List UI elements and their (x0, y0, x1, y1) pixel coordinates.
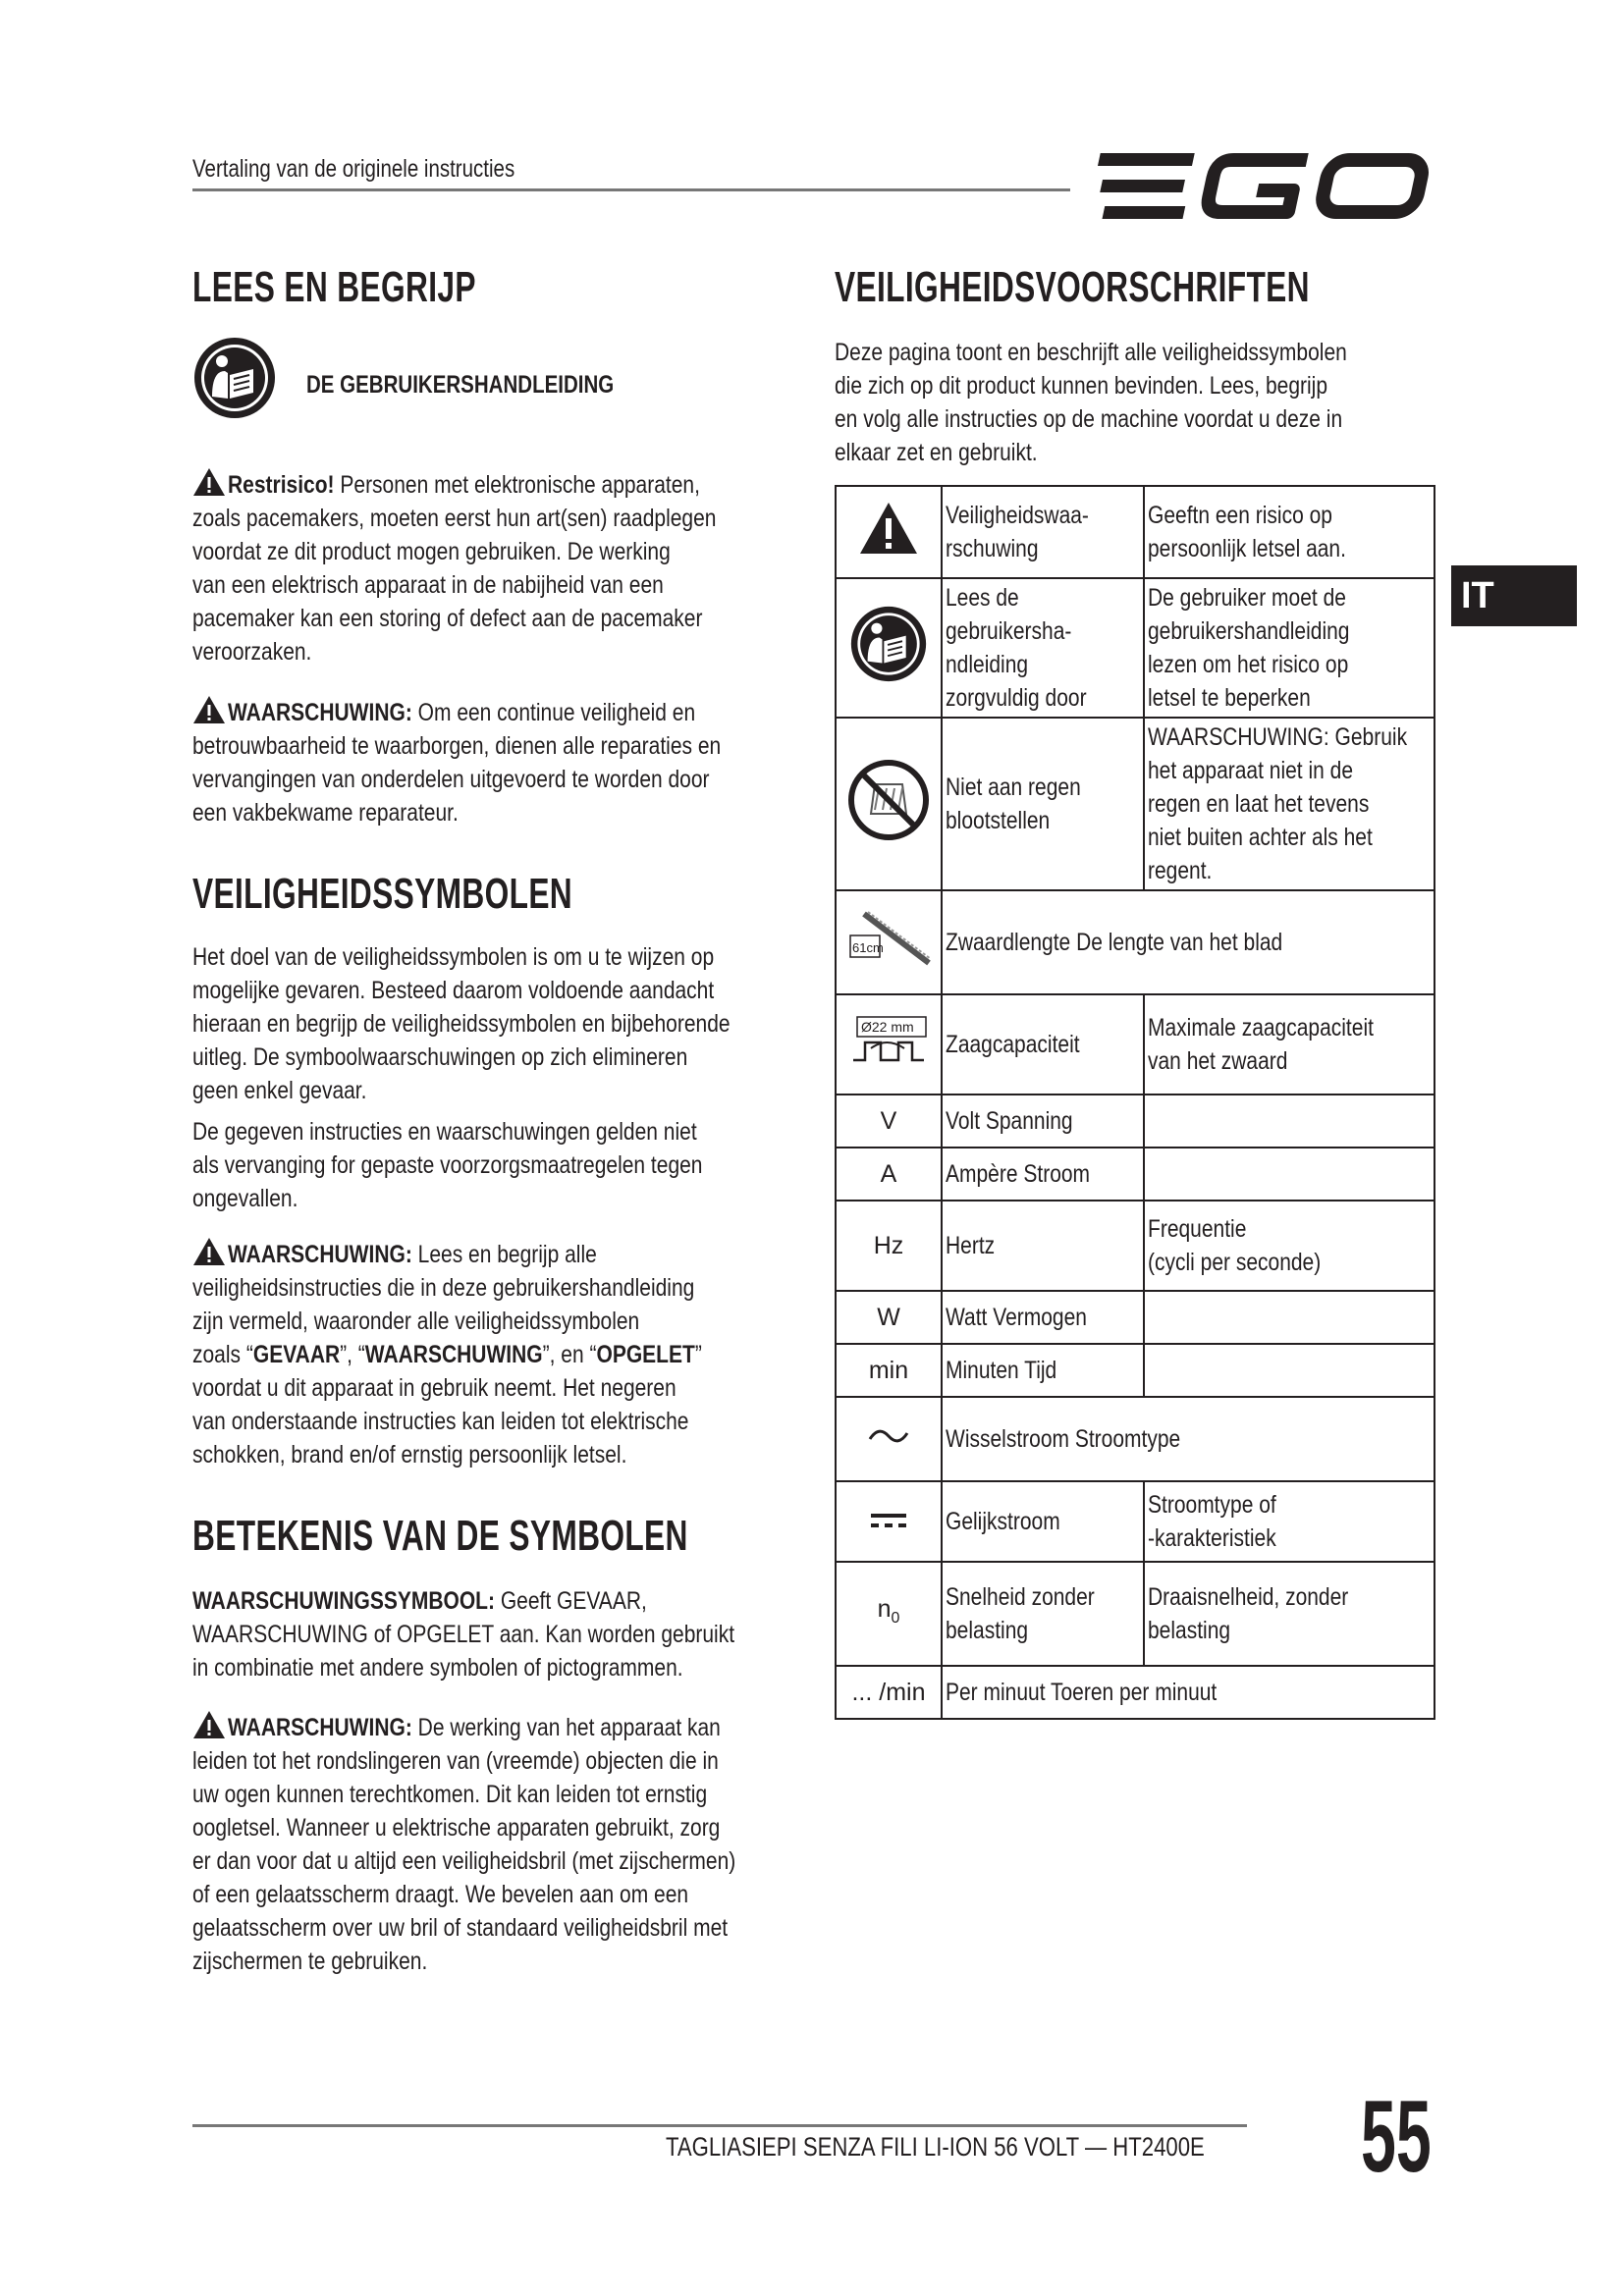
symbol-per-minute: ... /min (836, 1666, 942, 1719)
header-title: Vertaling van de originele instructies (192, 155, 515, 183)
no-rain-icon (847, 759, 930, 841)
table-row: V Volt Spanning (836, 1095, 1435, 1148)
heading-veiligheidssymbolen: VEILIGHEIDSSYMBOLEN (192, 870, 573, 918)
cutting-capacity-icon (847, 1013, 930, 1068)
symbol-hertz: Hz (836, 1201, 942, 1291)
language-tab: IT (1451, 565, 1577, 626)
table-row: $n_0$ Snelheid zonder belasting Draaisnelheid, zonder belasting (836, 1562, 1435, 1666)
table-row: Lees de gebruikersha- ndleiding zorgvuldig door De gebruiker moet de gebruikershandleiding lezen om het risico op letsel te beperken (836, 578, 1435, 718)
symbol-volt: V (836, 1095, 942, 1148)
svg-text:61cm: 61cm (852, 939, 884, 955)
table-row: Gelijkstroom Stroomtype of -karakteristiek (836, 1481, 1435, 1562)
paragraph-intro: Deze pagina toont en beschrijft alle veiligheidssymbolen die zich op dit product kunnen bevinden. Lees, begrijp en volg alle instructies op de machine voordat u deze in elkaar zet en gebruikt. (835, 339, 1347, 466)
symbol-minutes: min (836, 1344, 942, 1397)
table-row: Wisselstroom Stroomtype (836, 1397, 1435, 1481)
paragraph-warning-eyes: WAARSCHUWING: De werking van het apparaat kan leiden tot het rondslingeren van (vreemde) objecten die in uw ogen kunnen terechtkomen. Dit kan leiden tot ernstig oogletsel. Wanneer u elektrische apparaten gebruikt, zorg er dan voor dat u altijd een veiligheidsbril (met zijschermen) of een gelaatsscherm draagt. We bevelen aan om een gelaatsscherm over uw bril of standaard veiligheidsbril met zijschermen te gebruiken. (192, 1710, 801, 1978)
paragraph-waarschuwingssymbool: WAARSCHUWINGSSYMBOOL: Geeft GEVAAR, WAARSCHUWING of OPGELET aan. Kan worden gebruikt in combinatie met andere symbolen of pictogrammen. (192, 1587, 735, 1682)
paragraph-warning-read: WAARSCHUWING: Lees en begrijp alle veiligheidsinstructies die in deze gebruikershandleiding zijn vermeld, waaronder alle veiligheidssymbolen zoals “GEVAAR”, “WAARSCHUWING”, en “OPGELET” voordat u dit apparaat in gebruik neemt. Het negeren van onderstaande instructies kan leiden tot elektrische schokken, brand en/of ernstig persoonlijk letsel. (192, 1237, 801, 1471)
warning-triangle-icon (192, 695, 226, 724)
paragraph-gegeven: De gegeven instructies en waarschuwingen gelden niet als vervanging for gepaste voorzorgsmaatregelen tegen ongevallen. (192, 1118, 703, 1212)
table-row: 61cm Zwaardlengte De lengte van het blad (836, 890, 1435, 994)
heading-betekenis: BETEKENIS VAN DE SYMBOLEN (192, 1512, 688, 1560)
footer-divider (192, 2124, 1247, 2127)
warning-triangle-icon (192, 1237, 226, 1266)
alternating-current-icon (867, 1425, 910, 1447)
ego-logo (1098, 147, 1432, 226)
symbol-ampere: A (836, 1148, 942, 1201)
warning-triangle-icon (192, 467, 226, 497)
table-row: min Minuten Tijd (836, 1344, 1435, 1397)
svg-text:Ø22 mm: Ø22 mm (861, 1018, 914, 1035)
table-row: ... /min Per minuut Toeren per minuut (836, 1666, 1435, 1719)
read-manual-icon (849, 605, 928, 683)
table-row: Ø22 mm Zaagcapaciteit Maximale zaagcapaciteit van het zwaard (836, 994, 1435, 1095)
table-row: A Ampère Stroom (836, 1148, 1435, 1201)
paragraph-warning-repairs: WAARSCHUWING: Om een continue veiligheid en betrouwbaarheid te waarborgen, dienen alle reparaties en vervangingen van onderdelen uitgevoerd te worden door een vakbekwame reparateur. (192, 695, 801, 829)
warning-triangle-icon (858, 501, 919, 556)
table-row: W Watt Vermogen (836, 1291, 1435, 1344)
symbol-watt: W (836, 1291, 942, 1344)
direct-current-icon (869, 1512, 908, 1529)
footer-title: TAGLIASIEPI SENZA FILI LI-ION 56 VOLT — HT2400E (666, 2132, 1205, 2162)
symbol-no-load-speed: $n_0$ (836, 1562, 942, 1666)
table-row: Veiligheidswaa- rschuwing Geeftn een risico op persoonlijk letsel aan. (836, 486, 1435, 578)
paragraph-doel: Het doel van de veiligheidssymbolen is om u te wijzen op mogelijke gevaren. Besteed daarom voldoende aandacht hieraan en begrijp de veiligheidssymbolen en bijbehorende uitleg. De symboolwaarschuwingen op zich elimineren geen enkel gevaar. (192, 943, 731, 1104)
paragraph-restrisico: Restrisico! Personen met elektronische apparaten, zoals pacemakers, moeten eerst hun art(sen) raadplegen voordat ze dit product mogen gebruiken. De werking van een elektrisch apparaat in de nabijheid van een pacemaker kan een storing of defect aan de pacemaker veroorzaken. (192, 467, 801, 668)
symbol-table (835, 485, 1435, 1720)
blade-length-icon (844, 908, 933, 969)
table-row: Hz Hertz Frequentie (cycli per seconde) (836, 1201, 1435, 1291)
page-number: 55 (1361, 2080, 1432, 2194)
table-row: Niet aan regen blootstellen WAARSCHUWING: Gebruik het apparaat niet in de regen en laat het tevens niet buiten achter als het regent. (836, 718, 1435, 890)
heading-lees-en-begrijp: LEES EN BEGRIJP (192, 263, 476, 311)
manual-label: DE GEBRUIKERSHANDLEIDING (306, 371, 615, 399)
read-manual-icon (192, 336, 277, 420)
header-divider (192, 188, 1070, 191)
heading-veiligheidsvoorschriften: VEILIGHEIDSVOORSCHRIFTEN (835, 263, 1310, 311)
warning-triangle-icon (192, 1710, 226, 1739)
